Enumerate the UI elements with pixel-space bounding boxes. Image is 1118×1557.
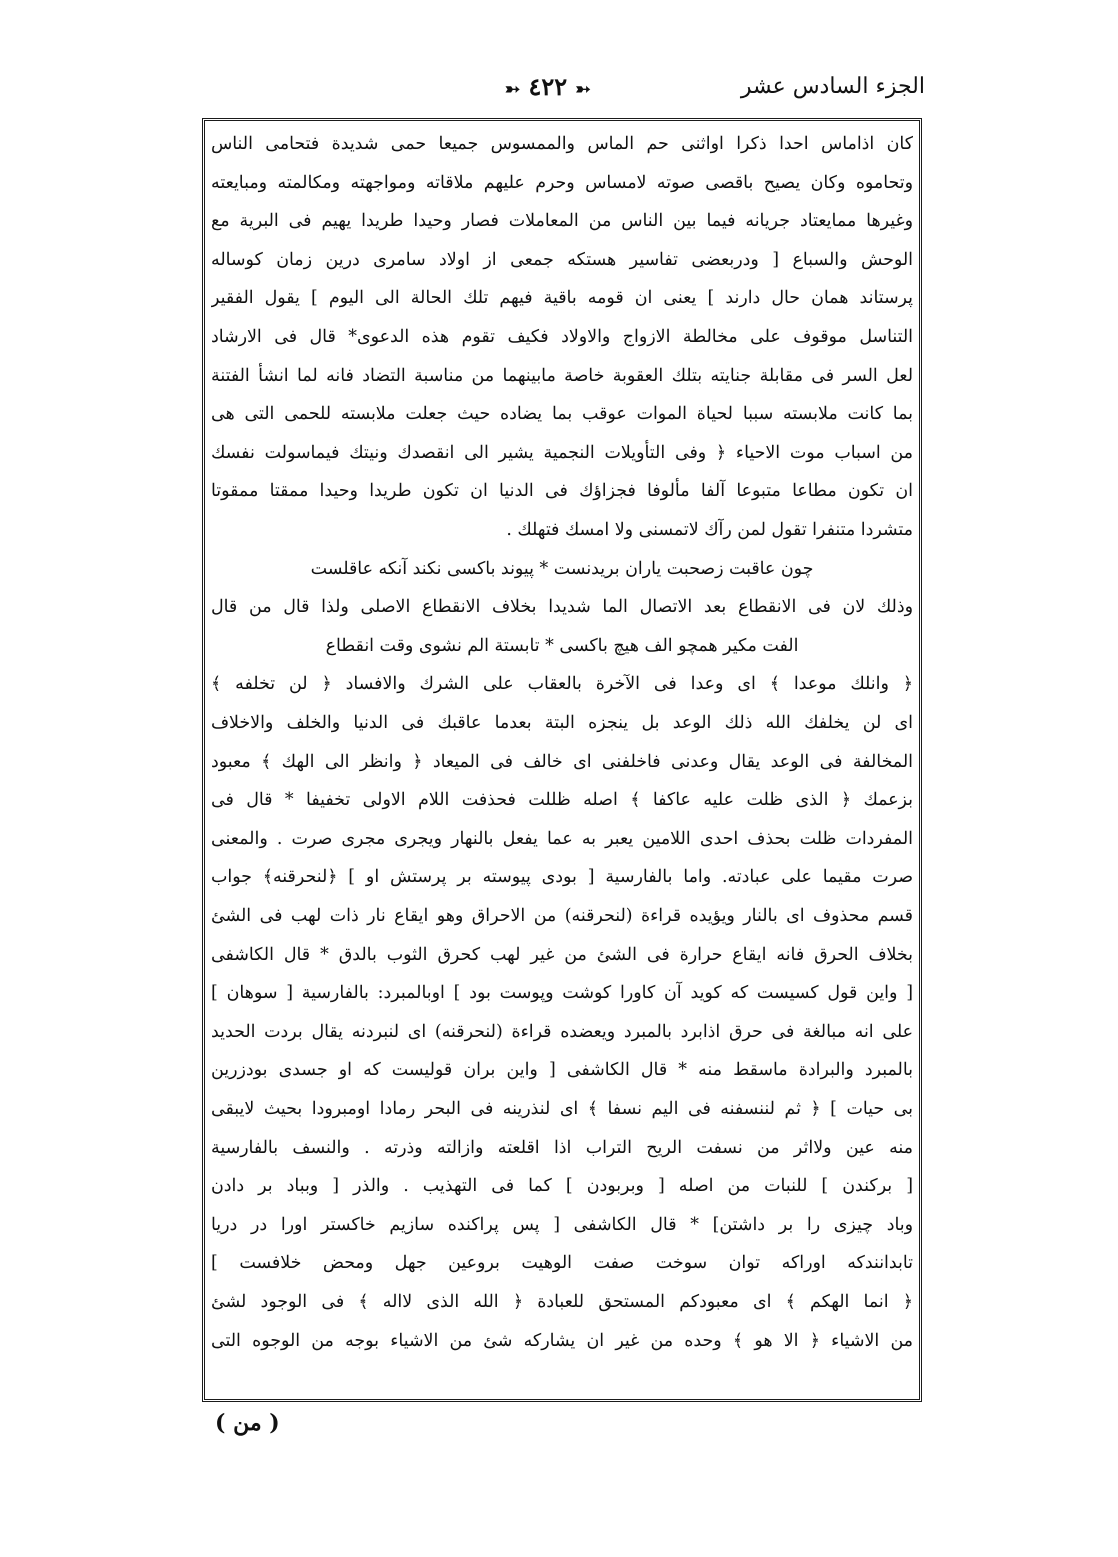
text-line: [ بركندن ] للنبات من اصله [ وبربودن ] كما فى التهذيب . والذر [ وبباد بر دادن [211,1176,913,1197]
text-line: ﴿ انما الهكم ﴾ اى معبودكم المستحق للعبادة ﴿ الله الذى لااله ﴾ فى الوجود لشئ [211,1292,913,1312]
text-line: وباد چيزى را بر داشتن] * قال الكاشفى [ پس پراكنده سازيم خاكستر اورا در دريا [211,1214,913,1235]
catchword: ( من ) [215,1410,280,1436]
text-line: من اسباب موت الاحياء ﴿ وفى التأويلات النجمية يشير الى انقصدك ونيتك فيماسولت نفسك [211,442,913,463]
text-line: بالمبرد والبرادة ماسقط منه * قال الكاشفى [ واين بران قوليست كه او جسدى بودزرين [211,1060,913,1081]
text-line: [ واين قول كسيست كه كويد آن كاورا كوشت وپوست بود ] اوبالمبرد: بالفارسية [ سوهان ] [211,983,913,1004]
text-line: اى لن يخلفك الله ذلك الوعد بل ينجزه البتة بعدما عاقبك فى الدنيا والخلف والاخلاف [211,713,913,733]
ornament-left-icon: ➳ [505,79,521,100]
text-line: لعل السر فى مقابلة جنايته بتلك العقوبة خاصة مابينهما من مناسبة التضاد فانه لما انشأ الفتنة [211,365,913,386]
text-line: التناسل موقوف على مخالطة الازواج والاولاد فكيف تقوم هذه الدعوى* قال فى الارشاد [211,327,913,347]
verse-line: چون عاقبت زصحبت ياران بريدنست * پيوند باكسى نكند آنكه عاقلست [310,558,814,579]
text-line: قسم محذوف اى بالنار ويؤيده قراءة (لنحرقنه) من الاحراق وهو ايقاع نار ذات لهب فى الشئ [211,906,913,926]
text-line: كان اذاماس احدا ذكرا اواثنى حم الماس والممسوس جميعا حمى شديدة فتحامى الناس [211,134,913,154]
text-line: بى حيات ] ﴿ ثم لننسفنه فى اليم نسفا ﴾ اى لنذرينه فى البحر رمادا اومبرودا بحيث لايبقى [211,1099,913,1119]
text-line: صرت مقيما على عبادته. واما بالفارسية [ بودى پيوسته بر پرستش او ] ﴿لنحرقنه﴾ جواب [211,867,913,888]
text-line: وذلك لان فى الانقطاع بعد الاتصال الما شديدا بخلاف الانقطاع الاصلى ولذا قال من قال [211,597,913,618]
text-line: المفردات ظلت بحذف احدى اللامين يعبر به عما يفعل بالنهار ويجرى مجرى صرت . والمعنى [211,828,913,849]
text-frame [202,118,922,1402]
text-line: تابدانندكه اوراكه توان سوخت صفت الوهيت بروعين جهل ومحض خلافست ] [211,1253,913,1274]
text-line: منه عين ولااثر من نسفت الريح التراب اذا اقلعته وازالته وذرته . والنسف بالفارسية [211,1137,913,1158]
text-line: على انه مبالغة فى حرق اذابرد بالمبرد ويعضده قراءة (لنحرقنه) اى لنبردنه يقال بردت الحديد [211,1021,913,1042]
text-line: الوحش والسباع [ ودربعضى تفاسير هستكه جمعى از اولاد سامرى درين زمان كوساله [211,249,913,270]
text-line: بخلاف الحرق فانه ايقاع حرارة فى الشئ من غير لهب كحرق الثوب بالدق * قال الكاشفى [211,944,913,965]
page-number-block [505,72,591,101]
text-line: ﴿ وانلك موعدا ﴾ اى وعدا فى الآخرة بالعقاب على الشرك والافساد ﴿ لن تخلفه ﴾ [211,674,913,695]
page-number: ٤٢٢ [528,72,568,101]
running-head [205,70,925,110]
verse-line: الفت مكير همچو الف هيچ باكسى * تابستة الم نشوى وقت انقطاع [325,635,799,656]
text-line: بما كانت ملابسته سببا لحياة الموات عوقب بما يضاده حيث جعلت ملابسته للحمى التى هى [211,404,913,425]
text-line: پرستاند همان حال دارند ] يعنى ان قومه باقية فيهم تلك الحالة الى اليوم ] يقول الفقير [211,288,913,309]
text-line: وغيرها ممايعتاد جريانه فيما بين الناس من المعاملات فصار وحيدا طريدا يهيم فى البرية مع [211,211,913,232]
text-line: متشردا متنفرا تقول لمن رآك لاتمسنى ولا امسك فتهلك . [506,520,913,540]
ornament-right-icon: ➳ [575,79,591,100]
text-line: من الاشياء ﴿ الا هو ﴾ وحده من غير ان يشاركه شئ من الاشياء بوجه من الوجوه التى [211,1330,913,1351]
text-line: المخالفة فى الوعد يقال وعدنى فاخلفنى اى خالف فى الميعاد ﴿ وانظر الى الهك ﴾ معبود [211,751,913,772]
text-line: وتحاموه وكان يصيح باقصى صوته لامساس وحرم عليهم ملاقاته ومواجهته ومكالمته ومبايعته [211,172,913,193]
part-label: الجزء السادس عشر [740,74,925,99]
text-line: ان تكون مطاعا متبوعا آلفا مألوفا فجزاؤك فى الدنيا ان تكون طريدا وحيدا ممقتا ممقوتا [211,481,913,502]
text-line: بزعمك ﴿ الذى ظلت عليه عاكفا ﴾ اصله ظللت فحذفت اللام الاولى تخفيفا * قال فى [211,790,913,811]
